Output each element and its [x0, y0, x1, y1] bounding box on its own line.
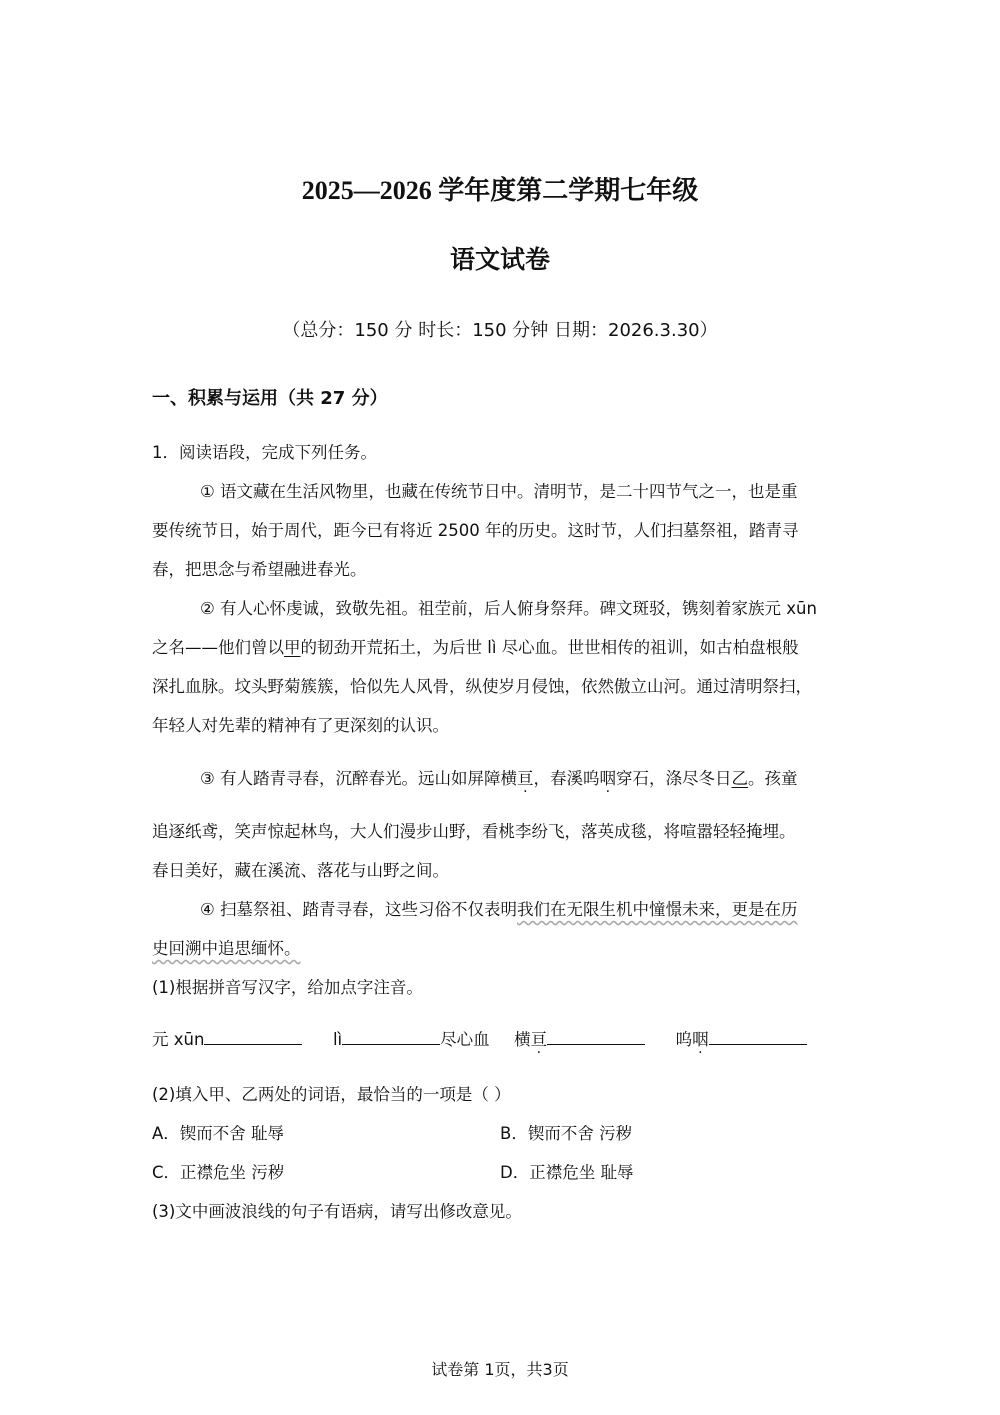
text-span: ③ 有人踏青寻春，沉醉春光。远山如屏障横: [200, 769, 518, 788]
exam-subject: 语文试卷: [449, 245, 550, 274]
paragraph-3-line: 春日美好，藏在溪流、落花与山野之间。: [152, 861, 449, 880]
paragraph-4-line: [152, 935, 301, 959]
exam-info: （总分：150 分 时长：150 分钟 日期：2026.3.30）: [282, 320, 718, 341]
option-d[interactable]: D．正襟危坐 耻辱: [500, 1163, 634, 1182]
text-span: 的韧劲开荒拓土，为后世 lì 尽心血。世世相传的祖训，如古柏盘根般: [300, 638, 799, 657]
paragraph-4-line: [200, 896, 798, 920]
wavy-sentence: 我们在无限生机中憧憬未来，更是在历: [517, 900, 798, 919]
task-1-items: [152, 1026, 807, 1050]
text-span: 之名——他们曾以: [152, 638, 284, 657]
blank-yi: 乙: [731, 769, 749, 788]
paragraph-2-line: [152, 634, 799, 658]
answer-blank[interactable]: [709, 1030, 807, 1045]
item-label: 横: [514, 1030, 531, 1049]
paragraph-3-line: 追逐纸鸢，笑声惊起林鸟，大人们漫步山野，看桃李纷飞，落英成毯，将喧嚣轻轻掩埋。: [152, 822, 796, 841]
item-label: 元 xūn: [152, 1030, 205, 1049]
paragraph-1-line: ① 语文藏在生活风物里，也藏在传统节日中。清明节，是二十四节气之一，也是重: [200, 482, 798, 501]
answer-blank[interactable]: [342, 1030, 440, 1045]
question-intro: 1．阅读语段，完成下列任务。: [152, 443, 377, 462]
answer-blank[interactable]: [204, 1030, 302, 1045]
wavy-sentence: 史回溯中追思缅怀。: [152, 939, 301, 958]
text-span: ，春溪呜: [533, 769, 600, 788]
item-label: 呜: [675, 1030, 693, 1049]
paragraph-1-line: 春，把思念与希望融进春光。: [152, 560, 367, 579]
item-label: lì: [332, 1030, 343, 1049]
text-span: ④ 扫墓祭祖、踏青寻春，这些习俗不仅表明: [200, 900, 518, 919]
task-1-prompt: (1)根据拼音写汉字，给加点字注音。: [152, 978, 423, 997]
option-b[interactable]: B．锲而不舍 污秽: [500, 1124, 633, 1143]
option-c[interactable]: C．正襟危坐 污秽: [152, 1163, 285, 1182]
text-span: 。孩童: [748, 769, 798, 788]
task-3-prompt: (3)文中画波浪线的句子有语病，请写出修改意见。: [152, 1202, 522, 1221]
item-label: 尽心血: [440, 1030, 490, 1049]
dotted-char: 亘: [517, 769, 534, 788]
page-footer: 试卷第 1页，共3页: [431, 1360, 569, 1379]
answer-blank[interactable]: [547, 1030, 645, 1045]
dotted-char: 亘: [530, 1030, 548, 1049]
task-2-prompt: (2)填入甲、乙两处的词语，最恰当的一项是（ ）: [152, 1085, 511, 1104]
paragraph-2-line: 年轻人对先辈的精神有了更深刻的认识。: [152, 716, 449, 735]
text-span: 穿石，涤尽冬日: [616, 769, 732, 788]
dotted-char: 咽: [599, 769, 617, 788]
paragraph-2-line: ② 有人心怀虔诚，致敬先祖。祖茔前，后人俯身祭拜。碑文斑驳，镌刻着家族元 xūn: [200, 599, 817, 618]
paragraph-1-line: 要传统节日，始于周代，距今已有将近 2500 年的历史。这时节，人们扫墓祭祖，踏青寻: [152, 521, 799, 540]
blank-jia: 甲: [284, 638, 301, 657]
paragraph-3-line: [200, 765, 798, 789]
option-a[interactable]: A．锲而不舍 耻辱: [152, 1124, 285, 1143]
section-heading: 一、积累与运用（共 27 分）: [152, 388, 388, 409]
dotted-char: 咽: [692, 1030, 709, 1049]
paragraph-2-line: 深扎血脉。坟头野菊簇簇，恰似先人风骨，纵使岁月侵蚀，依然傲立山河。通过清明祭扫，: [152, 677, 812, 696]
exam-title: 2025—2026 学年度第二学期七年级: [301, 176, 699, 205]
